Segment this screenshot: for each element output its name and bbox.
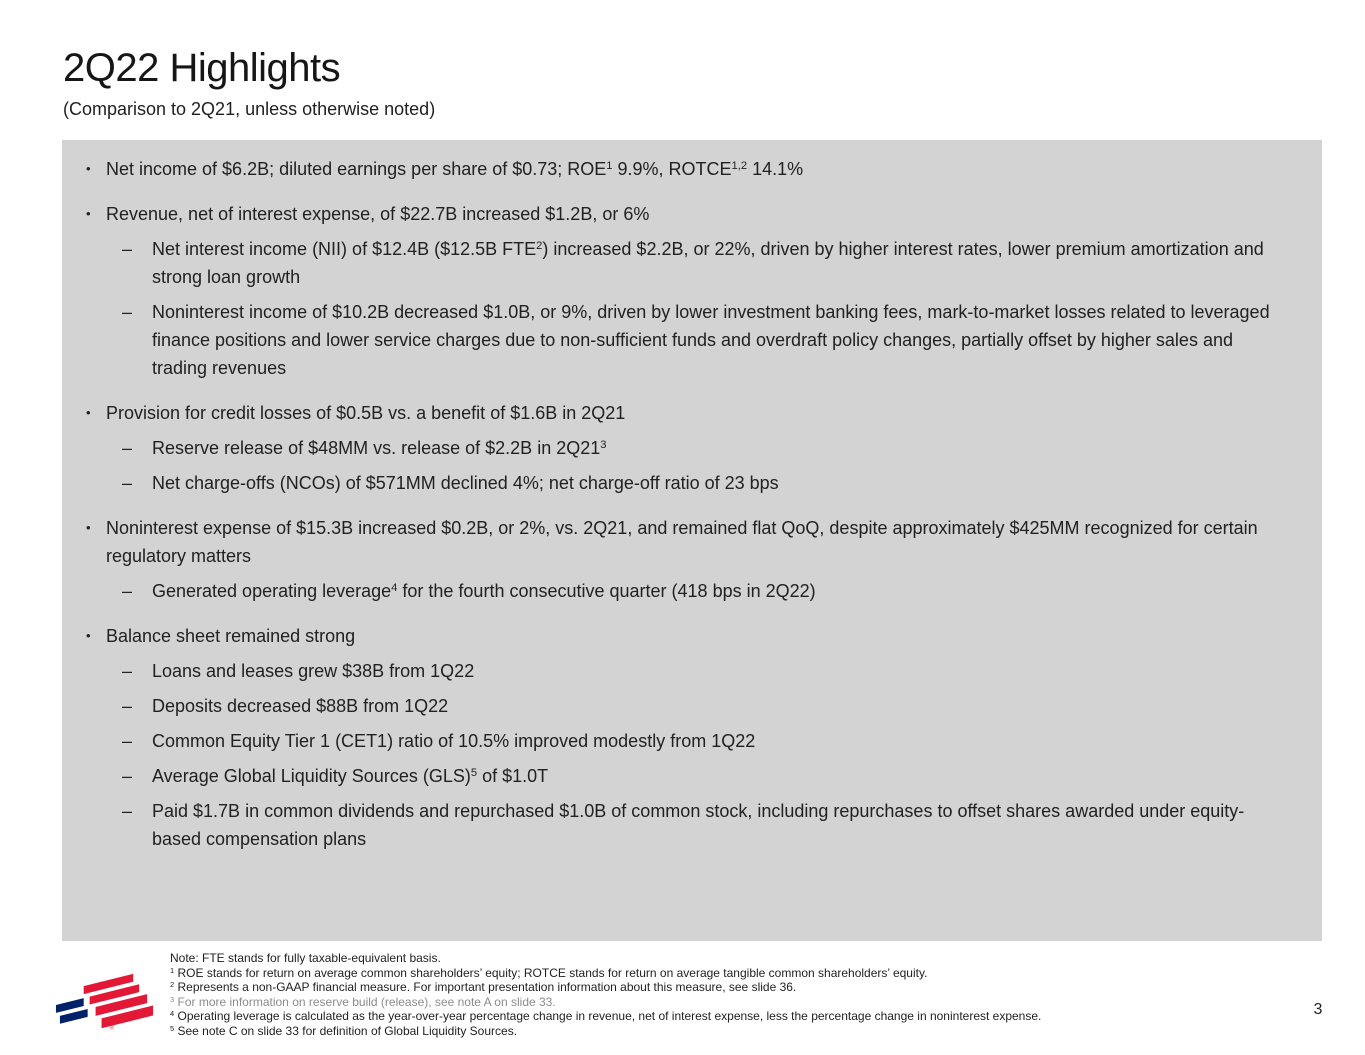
bullet-item bbox=[86, 399, 1288, 427]
bullet-item bbox=[86, 155, 1288, 183]
bullet-dash: – bbox=[122, 473, 133, 493]
bullet-dash: – bbox=[122, 766, 133, 786]
bullet-text: Loans and leases grew $38B from 1Q22 bbox=[152, 661, 475, 681]
bullet-text: Provision for credit losses of $0.5B vs. a benefit of $1.6B in 2Q21 bbox=[106, 403, 626, 423]
footnote-line: Note: FTE stands for fully taxable-equivalent basis. bbox=[170, 951, 441, 965]
page-title: 2Q22 Highlights bbox=[63, 46, 341, 90]
sub-bullet-item bbox=[122, 657, 1288, 685]
sub-bullet-item bbox=[122, 797, 1288, 853]
bullet-dash: – bbox=[122, 302, 133, 322]
sub-bullet-item bbox=[122, 469, 1288, 497]
bullet-dash: – bbox=[122, 661, 133, 681]
bullet-text: Noninterest income of $10.2B decreased $1.0B, or 9%, driven by lower investment banking fees, mark-to-market losses related to leveraged finance positions and lower service charges due to non-sufficient funds and overdraft policy changes, partially offset by higher sales and trading revenues bbox=[152, 302, 1270, 378]
sub-bullet-item bbox=[122, 762, 1288, 790]
bullet-text: Net income of $6.2B; diluted earnings per share of $0.73; ROE$^1$ 9.9%, ROTCE$^{1,2}$ 14.1% bbox=[106, 159, 804, 179]
bullet-text: Net interest income (NII) of $12.4B ($12.5B FTE$^2$) increased $2.2B, or 22%, driven by higher interest rates, lower premium amortization and strong loan growth bbox=[152, 239, 1264, 287]
sub-bullet-item bbox=[122, 298, 1288, 382]
bullet-text: Average Global Liquidity Sources (GLS)$^5$ of $1.0T bbox=[152, 766, 549, 786]
bullet-item bbox=[86, 622, 1288, 650]
footnote-line: $^3$ For more information on reserve build (release), see note A on slide 33. bbox=[170, 994, 556, 1009]
bullet-text: Paid $1.7B in common dividends and repurchased $1.0B of common stock, including repurchases to offset shares awarded under equity-based compensation plans bbox=[152, 801, 1245, 849]
flagscape-icon bbox=[52, 972, 156, 1034]
svg-text:®: ® bbox=[109, 1025, 114, 1032]
bullet-text: Deposits decreased $88B from 1Q22 bbox=[152, 696, 449, 716]
bullet-item bbox=[86, 514, 1288, 570]
bullet-text: Revenue, net of interest expense, of $22.7B increased $1.2B, or 6% bbox=[106, 204, 650, 224]
page-subtitle: (Comparison to 2Q21, unless otherwise noted) bbox=[63, 99, 436, 119]
bullet-dot: • bbox=[86, 161, 91, 176]
bullet-dot: • bbox=[86, 520, 91, 535]
bullet-dash: – bbox=[122, 239, 133, 259]
bullet-text: Noninterest expense of $15.3B increased $0.2B, or 2%, vs. 2Q21, and remained flat QoQ, despite approximately $425MM recognized for certain regulatory matters bbox=[106, 518, 1258, 566]
sub-bullet-item bbox=[122, 727, 1288, 755]
bullet-text: Net charge-offs (NCOs) of $571MM declined 4%; net charge-off ratio of 23 bps bbox=[152, 473, 779, 493]
page-number: 3 bbox=[1313, 1001, 1323, 1018]
footnote-line: $^5$ See note C on slide 33 for definition of Global Liquidity Sources. bbox=[170, 1023, 518, 1038]
sub-bullet-item bbox=[122, 434, 1288, 462]
bullet-dash: – bbox=[122, 696, 133, 716]
bullet-dot: • bbox=[86, 206, 91, 221]
bullet-dot: • bbox=[86, 628, 91, 643]
bullet-dash: – bbox=[122, 438, 133, 458]
highlights-list bbox=[86, 155, 1288, 853]
highlights-panel bbox=[62, 140, 1322, 941]
bullet-dash: – bbox=[122, 581, 133, 601]
footnote-line: $^4$ Operating leverage is calculated as the year-over-year percentage change in revenue, net of interest expense, less the percentage change in noninterest expense. bbox=[170, 1009, 1042, 1023]
bank-of-america-logo bbox=[52, 972, 156, 1034]
bullet-text: Generated operating leverage$^4$ for the fourth consecutive quarter (418 bps in 2Q22) bbox=[152, 581, 816, 601]
footnotes bbox=[170, 951, 1270, 1038]
bullet-dash: – bbox=[122, 801, 133, 821]
bullet-text: Balance sheet remained strong bbox=[106, 626, 356, 646]
bullet-text: Common Equity Tier 1 (CET1) ratio of 10.5% improved modestly from 1Q22 bbox=[152, 731, 756, 751]
footnote-line: $^1$ ROE stands for return on average common shareholders’ equity; ROTCE stands for return on average tangible common shareholders’ equity. bbox=[170, 965, 928, 980]
bullet-text: Reserve release of $48MM vs. release of $2.2B in $2Q21^3$ bbox=[152, 438, 607, 458]
bullet-dash: – bbox=[122, 731, 133, 751]
bullet-dot: • bbox=[86, 405, 91, 420]
bullet-item bbox=[86, 200, 1288, 228]
sub-bullet-item bbox=[122, 235, 1288, 291]
sub-bullet-item bbox=[122, 577, 1288, 605]
sub-bullet-item bbox=[122, 692, 1288, 720]
footnote-line: $^2$ Represents a non-GAAP financial measure. For important presentation information about this measure, see slide 36. bbox=[170, 980, 797, 994]
